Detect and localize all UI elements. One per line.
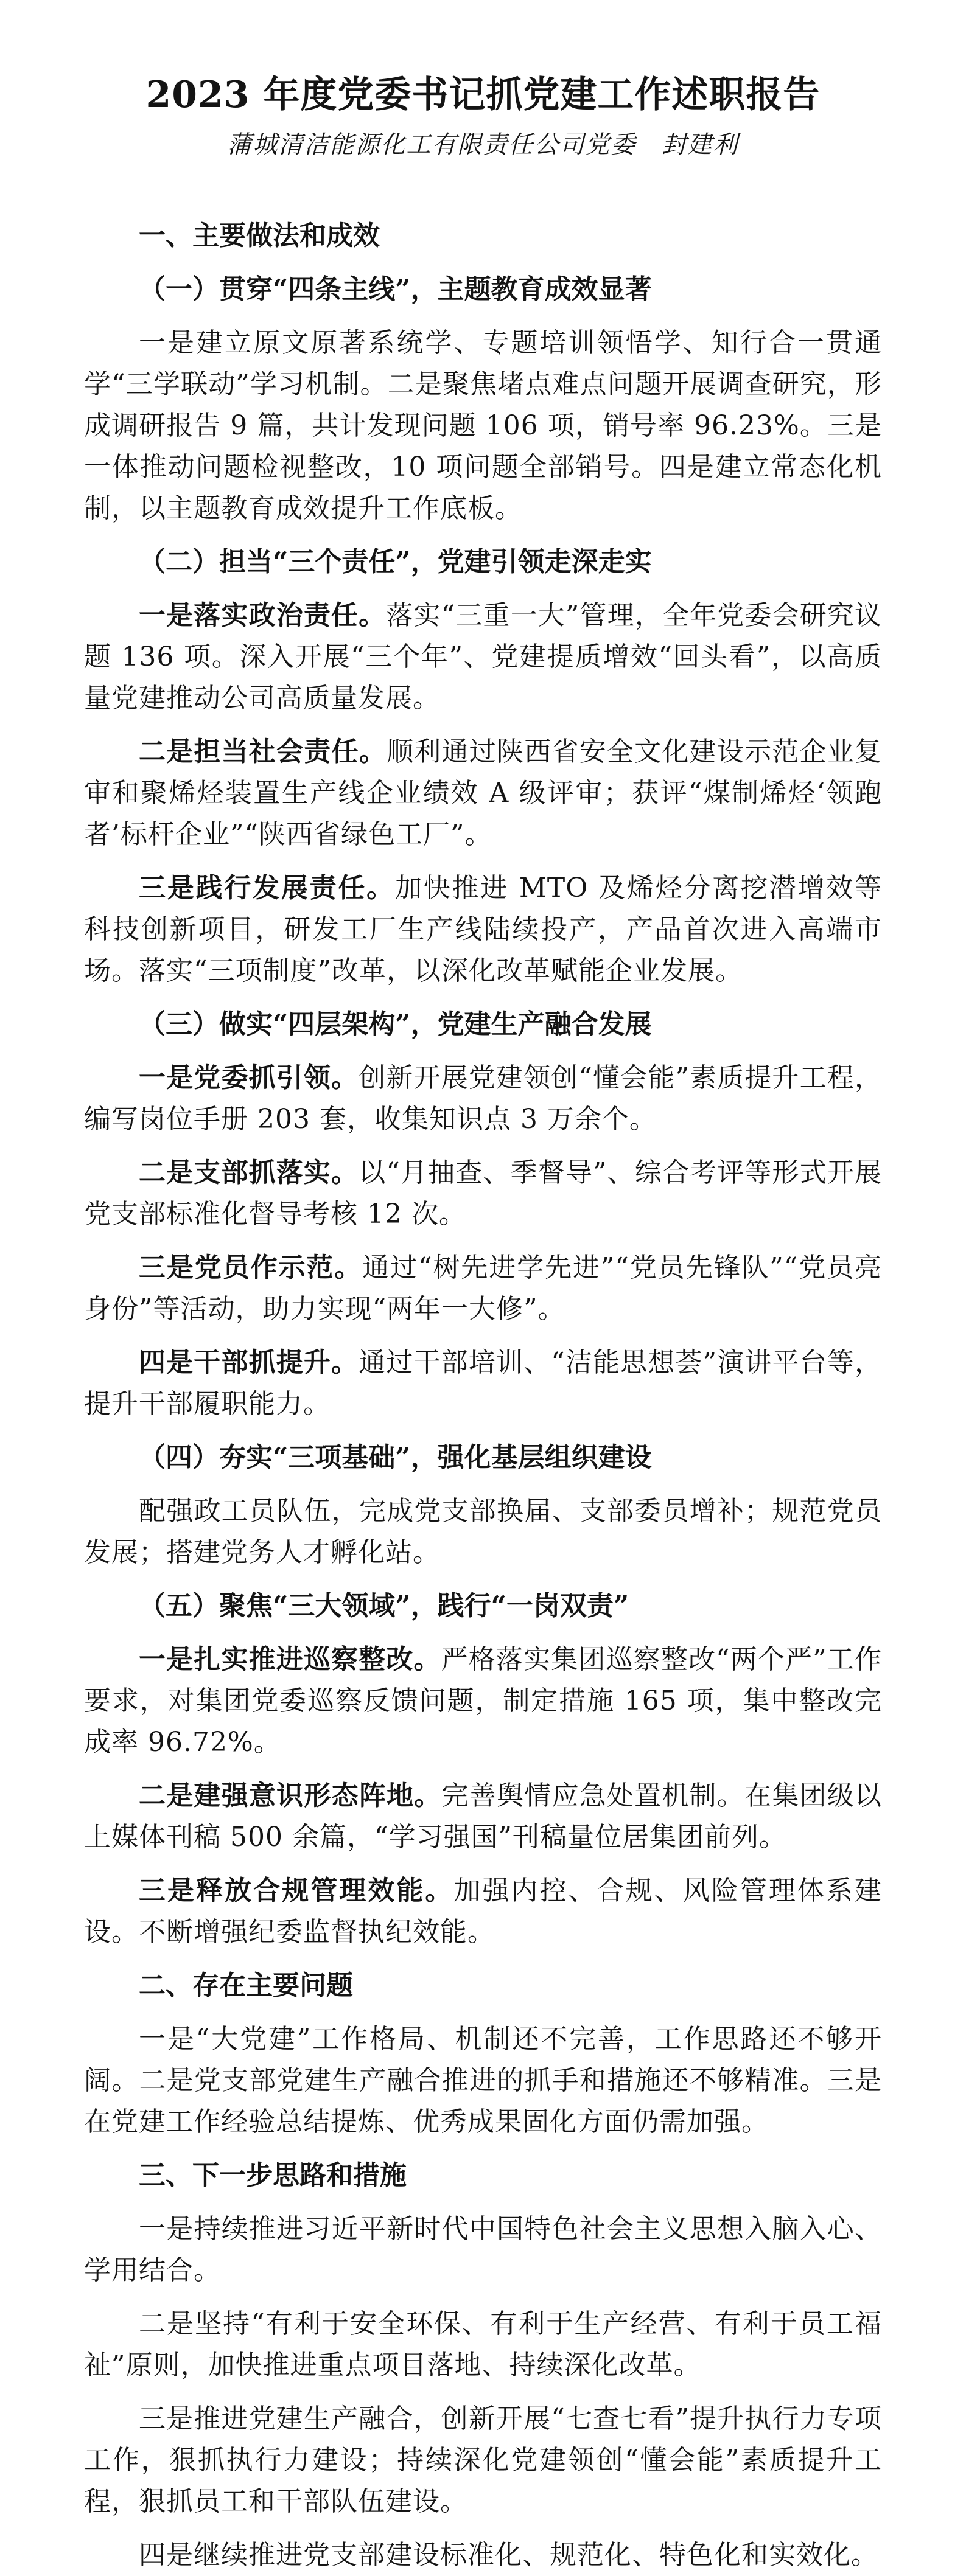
- paragraph-lead: 二是支部抓落实。: [139, 1157, 359, 1188]
- paragraph: 二是坚持“有利于安全环保、有利于生产经营、有利于员工福祉”原则，加快推进重点项目落地、持续深化改革。: [84, 2308, 882, 2381]
- paragraph: [84, 595, 882, 719]
- paragraph: [84, 731, 882, 855]
- paragraph-lead: 二是担当社会责任。: [139, 736, 387, 767]
- subsection-heading-3: （三）做实“四层架构”，党建生产融合发展: [139, 1009, 652, 1040]
- paragraph: 一是持续推进习近平新时代中国特色社会主义思想入脑入心、学用结合。: [84, 2213, 882, 2286]
- subsection-heading-5: （五）聚焦“三大领域”，践行“一岗双责”: [139, 1590, 629, 1621]
- report-author: 蒲城清洁能源化工有限责任公司党委 封建利: [227, 131, 739, 159]
- paragraph: 一是建立原文原著系统学、专题培训领悟学、知行合一贯通学“三学联动”学习机制。二是聚焦堵点难点问题开展调查研究，形成调研报告 9 篇，共计发现问题 106 项，销号率 96.23%。三是一体推动问题检视整改，10 项问题全部销号。四是建立常态化机制，以主题教育成效提升工作底板。: [84, 327, 882, 524]
- paragraph: 配强政工员队伍，完成党支部换届、支部委员增补；规范党员发展；搭建党务人才孵化站。: [84, 1495, 882, 1568]
- paragraph-lead: 三是践行发展责任。: [139, 872, 395, 903]
- paragraph-lead: 三是释放合规管理效能。: [139, 1875, 454, 1906]
- paragraph-text: 完善舆情应急处置机制。在集团级以上媒体刊稿 500 余篇，“学习强国”刊稿量位居集团前列。: [84, 1780, 883, 1853]
- paragraph-text: 严格落实集团巡察整改“两个严”工作要求，对集团党委巡察反馈问题，制定措施 165 项，集中整改完成率 96.72%。: [84, 1644, 882, 1758]
- paragraph: [84, 1247, 882, 1330]
- paragraph: [84, 1152, 882, 1235]
- section-heading-achievements: 一、主要做法和成效: [139, 220, 380, 251]
- paragraph: [84, 1870, 882, 1953]
- report-body: [84, 215, 882, 2576]
- paragraph-text: 创新开展党建领创“懂会能”素质提升工程，编写岗位手册 203 套，收集知识点 3 万余个。: [84, 1062, 882, 1135]
- paragraph-text: 落实“三重一大”管理，全年党委会研究议题 136 项。深入开展“三个年”、党建提质增效“回头看”，以高质量党建推动公司高质量发展。: [84, 600, 882, 714]
- report-title: 2023 年度党委书记抓党建工作述职报告: [145, 74, 821, 116]
- paragraph-lead: 一是落实政治责任。: [139, 600, 387, 631]
- subsection-heading-1: （一）贯穿“四条主线”，主题教育成效显著: [139, 274, 652, 305]
- paragraph-text: 通过干部培训、“洁能思想荟”演讲平台等，提升干部履职能力。: [84, 1347, 882, 1419]
- paragraph: [84, 1057, 882, 1140]
- paragraph: [84, 1639, 882, 1763]
- paragraph-text: 以“月抽查、季督导”、综合考评等形式开展党支部标准化督导考核 12 次。: [84, 1157, 882, 1230]
- paragraph: 四是继续推进党支部建设标准化、规范化、特色化和实效化。: [139, 2539, 878, 2571]
- section-heading-problems: 二、存在主要问题: [139, 1970, 353, 2001]
- paragraph-text: 加快推进 MTO 及烯烃分离挖潜增效等科技创新项目，研发工厂生产线陆续投产，产品首次进入高端市场。落实“三项制度”改革，以深化改革赋能企业发展。: [84, 872, 883, 986]
- paragraph-lead: 四是干部抓提升。: [139, 1347, 359, 1378]
- paragraph-lead: 一是扎实推进巡察整改。: [139, 1644, 441, 1675]
- paragraph: 三是推进党建生产融合，创新开展“七查七看”提升执行力专项工作，狠抓执行力建设；持续深化党建领创“懂会能”素质提升工程，狠抓员工和干部队伍建设。: [84, 2403, 882, 2517]
- paragraph: [84, 868, 882, 992]
- paragraph: [84, 1342, 882, 1425]
- paragraph: 一是“大党建”工作格局、机制还不完善，工作思路还不够开阔。二是党支部党建生产融合推进的抓手和措施还不够精准。三是在党建工作经验总结提炼、优秀成果固化方面仍需加强。: [84, 2024, 882, 2137]
- paragraph-text: 通过“树先进学先进”“党员先锋队”“党员亮身份”等活动，助力实现“两年一大修”。: [84, 1252, 882, 1325]
- section-heading-next-steps: 三、下一步思路和措施: [139, 2160, 407, 2191]
- subsection-heading-2: （二）担当“三个责任”，党建引领走深走实: [139, 546, 652, 577]
- subsection-heading-4: （四）夯实“三项基础”，强化基层组织建设: [139, 1442, 652, 1473]
- paragraph-lead: 二是建强意识形态阵地。: [139, 1780, 442, 1811]
- paragraph-lead: 三是党员作示范。: [139, 1252, 363, 1283]
- paragraph-text: 顺利通过陕西省安全文化建设示范企业复审和聚烯烃装置生产线企业绩效 A 级评审；获评“煤制烯烃‘领跑者’标杆企业”“陕西省绿色工厂”。: [84, 736, 882, 850]
- paragraph-lead: 一是党委抓引领。: [139, 1062, 359, 1093]
- paragraph-text: 加强内控、合规、风险管理体系建设。不断增强纪委监督执纪效能。: [84, 1875, 883, 1948]
- paragraph: [84, 1775, 882, 1858]
